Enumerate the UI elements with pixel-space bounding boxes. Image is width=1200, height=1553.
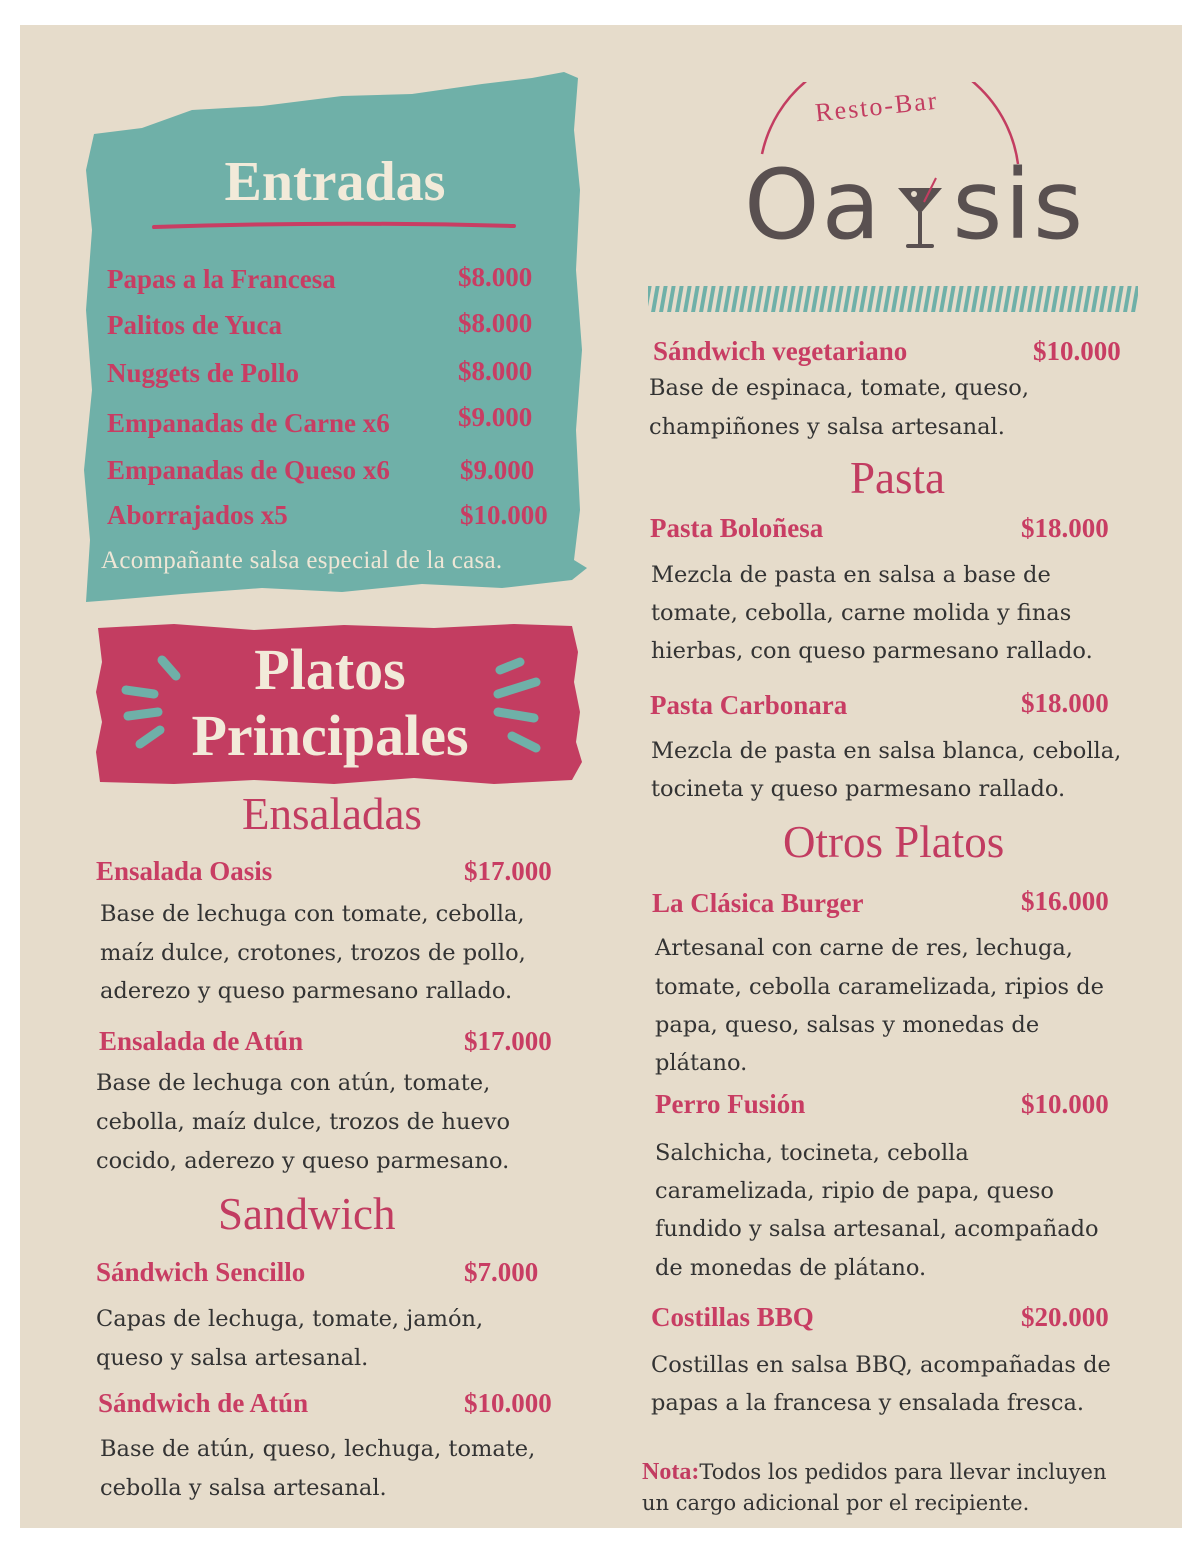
menu-item-name: Pasta Boloñesa — [650, 513, 824, 543]
otros-platos-heading: Otros Platos — [783, 817, 1005, 867]
menu-item-description: tomate, cebolla caramelizada, ripios de — [655, 974, 1104, 1000]
menu-item-price: $16.000 — [1021, 886, 1109, 916]
entrada-item-price: $8.000 — [458, 308, 533, 338]
note-line2: un cargo adicional por el recipiente. — [642, 1491, 1030, 1515]
menu-item-description: Base de lechuga con atún, tomate, — [96, 1070, 491, 1096]
menu-item-description: tocineta y queso parmesano rallado. — [651, 776, 1066, 802]
menu-item-description: cocido, aderezo y queso parmesano. — [96, 1148, 510, 1174]
hatched-divider — [648, 284, 1138, 314]
entrada-item-price: $8.000 — [458, 262, 533, 292]
entrada-item-price: $9.000 — [458, 402, 533, 432]
note-label: Nota: — [642, 1459, 700, 1485]
logo-name-part-b: sis — [952, 149, 1086, 261]
ensaladas-heading: Ensaladas — [242, 789, 422, 839]
menu-item-description: Salchicha, tocineta, cebolla — [655, 1140, 969, 1166]
menu-item-description: plátano. — [655, 1050, 748, 1076]
platos-title-line2: Principales — [191, 703, 469, 768]
entradas-note: Acompañante salsa especial de la casa. — [101, 547, 503, 574]
menu-item-name: Sándwich Sencillo — [96, 1257, 306, 1287]
menu-item-name: Ensalada de Atún — [99, 1026, 304, 1056]
menu-item-description: Artesanal con carne de res, lechuga, — [655, 935, 1073, 961]
entrada-item-price: $10.000 — [460, 500, 548, 530]
sandwich-heading: Sandwich — [218, 1189, 396, 1239]
menu-item-name: Sándwich de Atún — [98, 1388, 309, 1418]
menu-item-price: $17.000 — [464, 856, 552, 886]
menu-item-description: cebolla, maíz dulce, trozos de huevo — [96, 1109, 511, 1135]
menu-item-name: Pasta Carbonara — [650, 690, 848, 720]
menu-item-description: tomate, cebolla, carne molida y finas — [651, 600, 1072, 626]
entradas-title: Entradas — [224, 151, 446, 213]
menu-item-description: maíz dulce, crotones, trozos de pollo, — [100, 940, 526, 966]
menu-item-description: caramelizada, ripio de papa, queso — [655, 1178, 1054, 1204]
pasta-heading: Pasta — [850, 453, 945, 503]
menu-item-name: Ensalada Oasis — [96, 856, 273, 886]
entrada-item-name: Palitos de Yuca — [107, 310, 283, 340]
menu-item-description: Capas de lechuga, tomate, jamón, — [96, 1306, 484, 1332]
menu-item-description: papa, queso, salsas y monedas de — [655, 1012, 1040, 1038]
entrada-item-price: $9.000 — [460, 455, 535, 485]
entrada-item-name: Aborrajados x5 — [107, 500, 288, 530]
menu-item-name: Sándwich vegetariano — [653, 336, 908, 366]
menu-item-description: fundido y salsa artesanal, acompañado — [655, 1216, 1099, 1242]
menu-item-description: Mezcla de pasta en salsa blanca, cebolla, — [651, 738, 1122, 764]
menu-item-name: Perro Fusión — [655, 1089, 806, 1119]
menu-item-price: $18.000 — [1021, 688, 1109, 718]
entrada-item-name: Empanadas de Queso x6 — [107, 455, 390, 485]
menu-item-name: La Clásica Burger — [652, 888, 864, 918]
entrada-item-name: Nuggets de Pollo — [107, 358, 299, 388]
entrada-item-name: Empanadas de Carne x6 — [107, 408, 390, 438]
menu-item-description: Mezcla de pasta en salsa a base de — [651, 562, 1051, 588]
menu-item-price: $10.000 — [464, 1388, 552, 1418]
logo-tagline: Resto-Bar — [813, 85, 940, 128]
menu-item-price: $7.000 — [464, 1257, 539, 1287]
menu-item-description: champiñones y salsa artesanal. — [649, 414, 1005, 440]
menu-item-description: Base de lechuga con tomate, cebolla, — [100, 901, 525, 927]
menu-item-description: Base de espinaca, tomate, queso, — [649, 375, 1029, 401]
menu-item-price: $10.000 — [1021, 1089, 1109, 1119]
entrada-item-name: Papas a la Francesa — [107, 264, 336, 294]
logo-name-part-a: Oa — [744, 149, 883, 261]
menu-item-description: Base de atún, queso, lechuga, tomate, — [100, 1436, 536, 1462]
entradas-underline — [152, 220, 516, 232]
menu-item-name: Costillas BBQ — [651, 1302, 814, 1332]
logo-name — [744, 150, 1085, 260]
menu-item-price: $18.000 — [1021, 513, 1109, 543]
menu-item-description: papas a la francesa y ensalada fresca. — [651, 1390, 1085, 1416]
menu-item-description: aderezo y queso parmesano rallado. — [100, 978, 513, 1004]
menu-item-description: Costillas en salsa BBQ, acompañadas de — [651, 1352, 1111, 1378]
menu-item-description: hierbas, con queso parmesano rallado. — [651, 638, 1093, 664]
platos-title-line1: Platos — [254, 637, 406, 702]
menu-item-description: queso y salsa artesanal. — [96, 1345, 369, 1371]
menu-item-price: $10.000 — [1033, 336, 1121, 366]
menu-item-description: cebolla y salsa artesanal. — [100, 1475, 387, 1501]
menu-item-description: de monedas de plátano. — [655, 1255, 927, 1281]
menu-item-price: $17.000 — [464, 1026, 552, 1056]
entrada-item-price: $8.000 — [458, 356, 533, 386]
menu-item-price: $20.000 — [1021, 1302, 1109, 1332]
takeout-note — [642, 1457, 1106, 1519]
note-line1: Todos los pedidos para llevar incluyen — [699, 1460, 1107, 1484]
